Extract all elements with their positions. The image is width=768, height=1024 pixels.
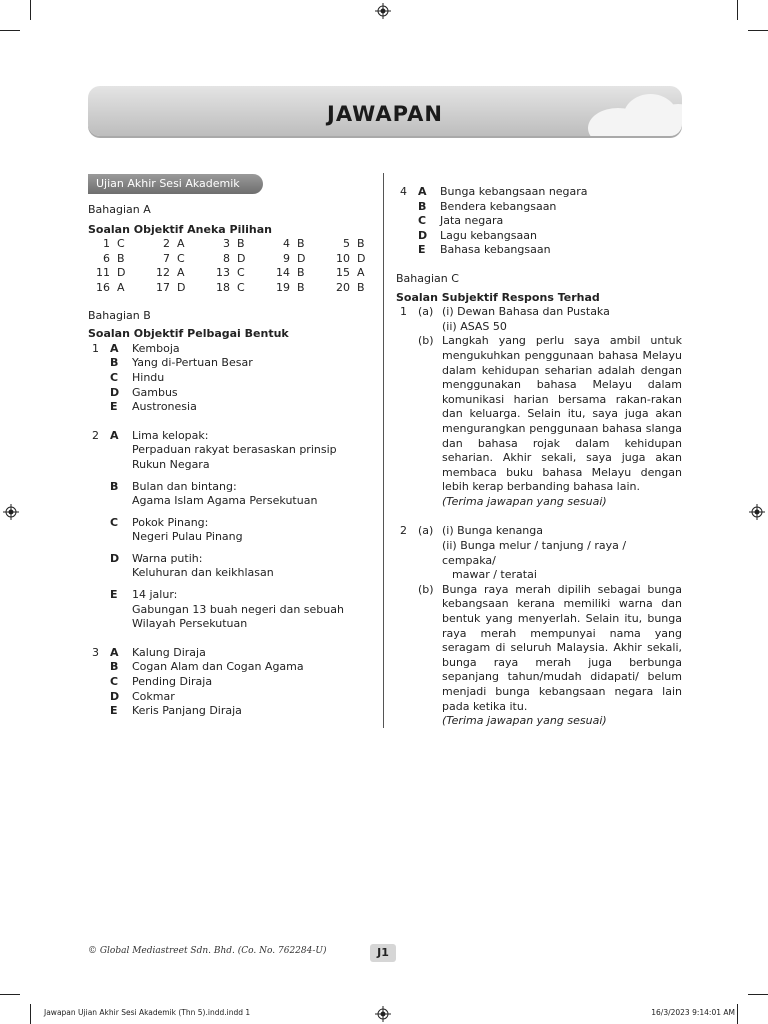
option-letter: B [110,660,119,674]
answer-note: (Terima jawapan yang sesuai) [442,494,607,508]
answer-cell [262,281,322,296]
option-text: Hindu [132,370,165,384]
answer-number: 17 [156,280,170,294]
answer-number: 4 [283,237,290,251]
answer-text: (ii) ASAS 50 [442,319,507,333]
page-title: JAWAPAN [327,102,443,126]
bahagian-a-subheading: Soalan Objektif Aneka Pilihan [88,222,273,236]
option-text: Gambus [132,385,178,399]
crop-mark [748,30,768,31]
title-banner [88,86,682,136]
option-letter: A [110,428,119,442]
answer-number: 3 [223,237,230,251]
option-text: Lima kelopak: [132,428,209,442]
option-text: Perpaduan rakyat berasaskan prinsip Rukun Negara [132,443,337,471]
answer-cell [262,237,322,252]
answer-text: Bunga raya merah dipilih sebagai bunga kebangsaan kerana memiliki warna dan bentuk yang menyerlah. Selain itu, bunga raya merah mempunyai nama yang seragam di seluruh Malaysia. Akhir sekali, bunga raya merah juga berbunga sepanjang tahun/mudah didapati/ belum menjadi bunga kebangsaan negara lain pada ketika itu. [442,582,682,713]
option-text: Bulan dan bintang: [132,479,237,493]
registration-mark-icon [749,504,765,520]
answer-letter: D [357,251,366,265]
crop-mark [30,0,31,20]
bahagian-c-subheading: Soalan Subjektif Respons Terhad [396,290,600,304]
option-text: 14 jalur: [132,588,178,602]
answer-cell [82,252,142,267]
answer-text: (i) Bunga kenanga [442,524,543,538]
crop-mark [30,1004,31,1024]
answer-text: Langkah yang perlu saya ambil untuk mengukuhkan penggunaan bahasa Melayu dalam kehidupan seharian adalah dengan menggunakan bahasa Melayu dalam komunikasi harian bersama rakan-rakan dan keluarga. Selain itu, saya juga akan mengurangkan penggunaan bahasa slanga dan bahasa rojak dalam kehidupan seharian. Akhir sekali, saya juga akan membaca buku bahasa Melayu dengan lebih kerap berbanding bahasa lain. [442,334,682,494]
answer-number: 15 [336,266,350,280]
answer-number: 18 [216,280,230,294]
option-text: Kemboja [132,341,180,355]
answer-letter: A [117,280,125,294]
answer-number: 13 [216,266,230,280]
answer-number: 6 [103,251,110,265]
option-letter: C [110,515,119,529]
option-letter: C [110,675,119,689]
answer-letter: A [357,266,365,280]
option-text: Agama Islam Agama Persekutuan [132,494,318,508]
answer-letter: B [297,266,305,280]
option-letter: E [110,400,118,414]
question-number: 1 [400,305,407,319]
answer-number: 2 [163,237,170,251]
option-text: Pending Diraja [132,675,213,689]
option-text: Cokmar [132,689,175,703]
answer-cell [262,266,322,281]
option-text: Warna putih: [132,551,203,565]
answer-letter: C [117,237,125,251]
answer-letter: C [237,266,245,280]
answer-letter: D [117,266,126,280]
bahagian-b-subheading: Soalan Objektif Pelbagai Bentuk [88,327,289,341]
option-letter: C [418,214,427,228]
answer-number: 19 [276,280,290,294]
question-number: 4 [400,185,407,198]
option-letter: D [418,228,428,242]
option-text: Cogan Alam dan Cogan Agama [132,660,304,674]
column-divider [383,173,384,728]
option-text: Bunga kebangsaan negara [440,185,588,198]
answer-letter: D [297,251,306,265]
answer-cell [202,237,262,252]
answer-number: 8 [223,251,230,265]
answer-cell [142,281,202,296]
option-text: Keris Panjang Diraja [132,704,242,718]
answer-grid [82,237,373,295]
part-label: (a) [418,305,434,319]
answer-cell [82,281,142,296]
crop-mark [737,1004,738,1024]
option-text: Austronesia [132,400,197,414]
answer-number: 16 [96,280,110,294]
answer-letter: D [177,280,186,294]
option-text: Bendera kebangsaan [440,199,557,213]
answer-cell [322,237,382,252]
answer-text: (ii) Bunga melur / tanjung / raya / cempaka/ [442,539,627,567]
question-3 [88,646,373,719]
answer-cell [82,266,142,281]
answer-cell [262,252,322,267]
answer-number: 20 [336,280,350,294]
question-number: 1 [92,341,99,355]
option-text: Gabungan 13 buah negeri dan sebuah Wilayah Persekutuan [132,602,344,631]
option-letter: A [418,185,427,198]
bahagian-a-heading: Bahagian A [88,203,151,216]
option-text: Keluhuran dan keikhlasan [132,566,274,580]
subjective-question-2 [396,524,682,728]
option-letter: D [110,385,120,399]
option-text: Negeri Pulau Pinang [132,530,243,544]
option-letter: B [110,479,119,493]
option-text: Yang di-Pertuan Besar [132,356,253,370]
answer-cell [322,281,382,296]
answer-letter: B [357,280,365,294]
answer-cell [322,266,382,281]
answer-cell [142,266,202,281]
option-letter: D [110,551,120,565]
answer-number: 5 [343,237,350,251]
option-text: Bahasa kebangsaan [440,243,551,257]
answer-number: 12 [156,266,170,280]
answer-number: 7 [163,251,170,265]
answer-number: 9 [283,251,290,265]
page-number: J1 [370,944,396,962]
answer-cell [142,252,202,267]
section-tag: Ujian Akhir Sesi Akademik [88,174,263,194]
answer-cell [142,237,202,252]
answer-letter: B [297,237,305,251]
answer-number: 10 [336,251,350,265]
question-number: 3 [92,645,99,659]
option-letter: B [110,356,119,370]
answer-cell [202,266,262,281]
option-text: Kalung Diraja [132,645,206,659]
question-number: 2 [92,428,99,442]
option-text: Lagu kebangsaan [440,228,537,242]
answer-letter: C [237,280,245,294]
registration-mark-icon [375,1006,391,1022]
answer-letter: B [117,251,125,265]
option-text: Pokok Pinang: [132,515,209,529]
part-label: (a) [418,524,434,538]
part-label: (b) [418,334,434,348]
answer-number: 14 [276,266,290,280]
option-letter: D [110,689,120,703]
file-slug: Jawapan Ujian Akhir Sesi Akademik (Thn 5).indd.indd 1 [44,1008,251,1017]
left-column [88,203,373,719]
option-letter: A [110,645,119,659]
option-letter: B [418,199,427,213]
option-letter: A [110,341,119,355]
crop-mark [737,0,738,20]
timestamp-slug: 16/3/2023 9:14:01 AM [651,1008,735,1017]
answer-cell [202,252,262,267]
crop-mark [0,30,20,31]
answer-number: 11 [96,266,110,280]
copyright-text: © Global Mediastreet Sdn. Bhd. (Co. No. 762284-U) [88,946,327,956]
question-number: 2 [400,524,407,538]
crop-mark [0,994,20,995]
answer-cell [82,237,142,252]
answer-text: mawar / teratai [452,568,537,582]
right-column [396,185,682,729]
answer-cell [202,281,262,296]
crop-mark [748,994,768,995]
bahagian-c-heading: Bahagian C [396,271,459,285]
option-text: Jata negara [440,214,504,228]
option-letter: E [418,243,426,257]
question-2 [88,429,373,632]
question-4 [396,185,682,258]
answer-number: 1 [103,237,110,251]
answer-letter: C [177,251,185,265]
question-1 [88,342,373,415]
answer-letter: B [357,237,365,251]
answer-letter: B [297,280,305,294]
answer-text: (i) Dewan Bahasa dan Pustaka [442,305,610,319]
option-letter: C [110,370,119,384]
part-label: (b) [418,582,434,596]
answer-letter: A [177,237,185,251]
option-letter: E [110,704,118,718]
answer-letter: D [237,251,246,265]
answer-cell [322,252,382,267]
registration-mark-icon [3,504,19,520]
answer-note: (Terima jawapan yang sesuai) [442,714,607,728]
answer-letter: A [177,266,185,280]
option-letter: E [110,588,118,602]
registration-mark-icon [375,3,391,19]
answer-letter: B [237,237,245,251]
bahagian-b-heading: Bahagian B [88,308,151,322]
subjective-question-1 [396,305,682,509]
